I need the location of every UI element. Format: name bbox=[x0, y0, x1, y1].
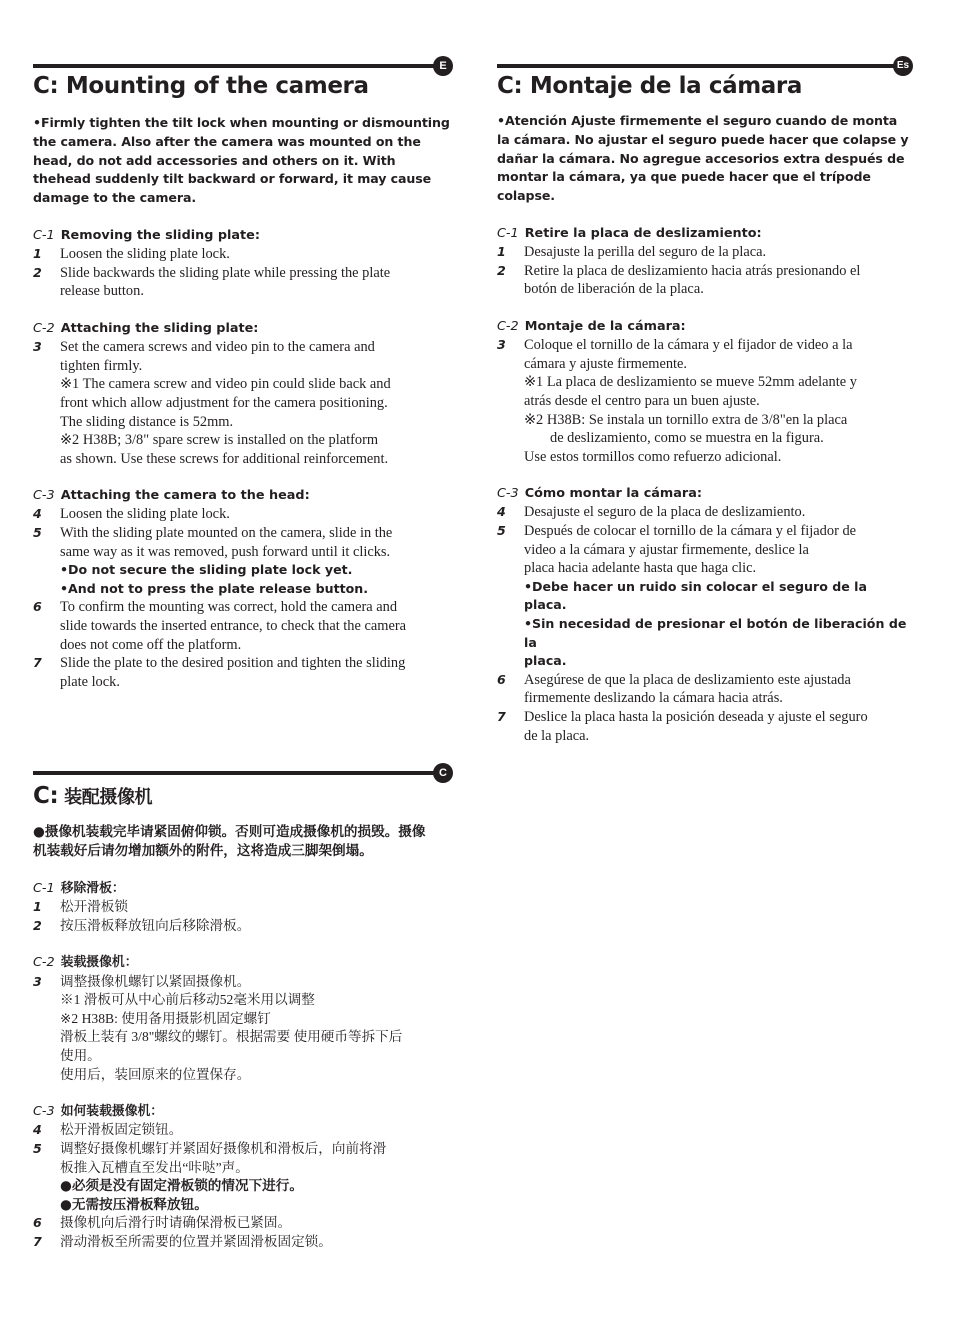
subsection-number: C-3 bbox=[33, 1103, 55, 1119]
subsection-heading bbox=[33, 320, 453, 339]
section-title-text: 装配摄像机 bbox=[64, 787, 153, 808]
step-item bbox=[33, 338, 453, 468]
language-badge-chinese: C bbox=[433, 763, 453, 783]
subsection-heading bbox=[33, 880, 453, 899]
step-text bbox=[524, 503, 912, 522]
step-line: ※1 The camera screw and video pin could slide back and bbox=[60, 376, 391, 393]
step-number: 5 bbox=[33, 525, 42, 541]
step-line: Loosen the sliding plate lock. bbox=[60, 506, 230, 523]
step-number: 7 bbox=[497, 709, 506, 725]
step-number: 2 bbox=[33, 917, 42, 933]
step-line: does not come off the platform. bbox=[60, 636, 242, 653]
step-number: 7 bbox=[33, 1233, 42, 1249]
section-rule bbox=[33, 771, 443, 775]
step-text bbox=[60, 524, 453, 598]
step-text bbox=[524, 243, 912, 262]
subsection-c3 bbox=[33, 1103, 453, 1252]
subsection-label: Retire la placa de deslizamiento: bbox=[524, 225, 762, 241]
step-text bbox=[60, 598, 453, 654]
subsection-label: Montaje de la cámara: bbox=[524, 318, 686, 334]
step-number: 3 bbox=[497, 337, 506, 353]
step-text bbox=[524, 262, 912, 299]
step-number: 3 bbox=[33, 339, 42, 355]
language-badge-spanish: Es bbox=[893, 56, 913, 76]
section-title: C: Mounting of the camera bbox=[33, 73, 369, 99]
step-item bbox=[33, 973, 453, 1085]
subsection-c1 bbox=[33, 880, 453, 936]
step-line: 松开滑板锁 bbox=[60, 899, 128, 915]
subsection-number: C-3 bbox=[497, 485, 519, 501]
step-line: ※2 H38B: Se instala un tornillo extra de 3/8"en la placa bbox=[524, 411, 848, 428]
section-title: C: Montaje de la cámara bbox=[497, 73, 802, 99]
step-line: Use estos tormillos como refuerzo adicional. bbox=[524, 448, 782, 465]
step-line: ※2 H38B: 使用备用摄影机固定螺钉 bbox=[60, 1010, 271, 1026]
step-number: 7 bbox=[33, 655, 42, 671]
step-item bbox=[497, 708, 912, 745]
warning-notice: •Atención Ajuste firmemente el seguro cuando de monta la cámara. No ajustar el seguro puede hacer que colapse y dañar la cámara. No agregue accesorios extra después de montar la cámara, ya que puede hacer que el trípode colapse. bbox=[497, 113, 909, 204]
subsection-label: Cómo montar la cámara: bbox=[524, 485, 702, 501]
step-line: Coloque el tornillo de la cámara y el fijador de video a la bbox=[524, 337, 853, 354]
section-rule bbox=[497, 64, 903, 68]
step-text bbox=[60, 1121, 453, 1140]
step-text bbox=[524, 336, 912, 466]
step-line: placa hacia adelante hasta que haga clic. bbox=[524, 560, 757, 577]
subsection-c2 bbox=[33, 320, 453, 469]
subsection-heading bbox=[497, 318, 912, 337]
step-number: 3 bbox=[33, 973, 42, 989]
subsection-number: C-2 bbox=[33, 954, 55, 970]
step-number: 5 bbox=[497, 523, 506, 539]
step-number: 6 bbox=[33, 1215, 42, 1231]
subsection-heading bbox=[33, 487, 453, 506]
step-text bbox=[60, 338, 453, 468]
section-body bbox=[33, 114, 453, 691]
step-text bbox=[60, 1233, 453, 1252]
warning-notice bbox=[33, 823, 453, 861]
step-item bbox=[497, 503, 912, 522]
step-line: release button. bbox=[60, 283, 144, 300]
step-line: front which allow adjustment for the camera positioning. bbox=[60, 394, 388, 411]
subsection-heading bbox=[33, 1103, 453, 1122]
step-line: Desajuste el seguro de la placa de deslizamiento. bbox=[524, 504, 806, 521]
step-line: video a la cámara y ajustar firmemente, deslice la bbox=[524, 541, 809, 558]
step-number: 6 bbox=[33, 599, 42, 615]
step-caution: placa. bbox=[524, 653, 567, 669]
step-text bbox=[60, 973, 453, 1085]
notice-line: 机装载好后请勿增加额外的附件，这将造成三脚架倒塌。 bbox=[33, 843, 373, 859]
step-line: Slide backwards the sliding plate while pressing the plate bbox=[60, 264, 391, 281]
step-item bbox=[33, 1214, 453, 1233]
step-line: same way as it was removed, push forward until it clicks. bbox=[60, 543, 391, 560]
step-line: slide towards the inserted entrance, to check that the camera bbox=[60, 618, 407, 635]
warning-notice: •Firmly tighten the tilt lock when mounting or dismounting the camera. Also after the camera was mounted on the head, do not add accessories and others on it. With thehead suddenly tilt backward or forward, it may cause damage to the camera. bbox=[33, 115, 450, 206]
step-number: 2 bbox=[33, 264, 42, 280]
step-item bbox=[33, 898, 453, 917]
step-text bbox=[60, 505, 453, 524]
step-line: Después de colocar el tornillo de la cámara y el fijador de bbox=[524, 523, 857, 540]
step-item bbox=[33, 1233, 453, 1252]
step-number: 1 bbox=[497, 244, 506, 260]
step-text bbox=[60, 917, 453, 936]
step-caution: •Do not secure the sliding plate lock yet. bbox=[60, 562, 353, 578]
section-body bbox=[497, 112, 912, 745]
step-line: ※1 滑板可从中心前后移动52毫米用以调整 bbox=[60, 992, 315, 1008]
step-text bbox=[60, 264, 453, 301]
step-item bbox=[497, 243, 912, 262]
step-text bbox=[60, 898, 453, 917]
step-line: 使用。 bbox=[60, 1047, 101, 1063]
step-line: de deslizamiento, como se muestra en la figura. bbox=[550, 430, 824, 447]
step-line: To confirm the mounting was correct, hold the camera and bbox=[60, 599, 398, 616]
step-text bbox=[60, 1140, 453, 1214]
step-line: 松开滑板固定锁钮。 bbox=[60, 1122, 183, 1138]
step-number: 4 bbox=[33, 506, 42, 522]
step-item bbox=[33, 1140, 453, 1214]
step-line: 使用后，装回原来的位置保存。 bbox=[60, 1066, 251, 1082]
step-text bbox=[524, 671, 912, 708]
subsection-number: C-3 bbox=[33, 487, 55, 503]
subsection-label: 装载摄像机： bbox=[60, 954, 138, 970]
step-line: 板推入瓦槽直至发出“咔哒”声。 bbox=[60, 1159, 249, 1175]
step-line: 调整摄像机螺钉以紧固摄像机。 bbox=[60, 973, 251, 989]
step-item bbox=[497, 522, 912, 671]
subsection-c1 bbox=[497, 225, 912, 299]
step-line: ※1 La placa de deslizamiento se mueve 52mm adelante y bbox=[524, 374, 857, 391]
section-title bbox=[33, 783, 152, 809]
step-caution: •Sin necesidad de presionar el botón de liberación de la bbox=[524, 616, 907, 650]
step-caution: ●必须是没有固定滑板锁的情况下进行。 bbox=[60, 1178, 303, 1195]
step-line: botón de liberación de la placa. bbox=[524, 281, 704, 298]
step-line: plate lock. bbox=[60, 673, 120, 690]
step-line: Loosen the sliding plate lock. bbox=[60, 246, 230, 263]
step-caution: ●无需按压滑板释放钮。 bbox=[60, 1196, 208, 1213]
subsection-label: Attaching the camera to the head: bbox=[60, 487, 310, 503]
subsection-heading bbox=[497, 225, 912, 244]
step-line: 摄像机向后滑行时请确保滑板已紧固。 bbox=[60, 1215, 292, 1231]
subsection-c3 bbox=[33, 487, 453, 692]
step-number: 4 bbox=[497, 504, 506, 520]
subsection-label: Attaching the sliding plate: bbox=[60, 320, 259, 336]
notice-line: ●摄像机装载完毕请紧固俯仰锁。否则可造成摄像机的损毁。摄像 bbox=[33, 824, 426, 840]
step-item bbox=[33, 654, 453, 691]
step-text bbox=[524, 708, 912, 745]
step-item bbox=[33, 524, 453, 598]
step-text bbox=[60, 245, 453, 264]
step-line: firmemente deslizando la cámara hacia atrás. bbox=[524, 690, 783, 707]
subsection-number: C-1 bbox=[497, 225, 519, 241]
step-line: de la placa. bbox=[524, 727, 590, 744]
step-caution: •And not to press the plate release button. bbox=[60, 580, 369, 596]
subsection-c2 bbox=[33, 954, 453, 1084]
step-item bbox=[497, 336, 912, 466]
subsection-number: C-2 bbox=[497, 318, 519, 334]
subsection-heading bbox=[497, 485, 912, 504]
step-line: as shown. Use these screws for additional reinforcement. bbox=[60, 450, 389, 467]
step-item bbox=[33, 598, 453, 654]
step-line: The sliding distance is 52mm. bbox=[60, 413, 234, 430]
step-line: With the sliding plate mounted on the camera, slide in the bbox=[60, 525, 393, 542]
subsection-heading bbox=[33, 954, 453, 973]
language-badge-english: E bbox=[433, 56, 453, 76]
subsection-number: C-1 bbox=[33, 880, 55, 896]
step-line: cámara y ajuste firmemente. bbox=[524, 355, 688, 372]
step-item bbox=[33, 917, 453, 936]
subsection-heading bbox=[33, 227, 453, 246]
subsection-label: 移除滑板： bbox=[60, 880, 125, 896]
step-line: 滑板上装有 3/8"螺纹的螺钉。根据需要 使用硬币等拆下后 bbox=[60, 1029, 403, 1045]
step-line: Set the camera screws and video pin to the camera and bbox=[60, 339, 375, 356]
subsection-label: 如何装载摄像机： bbox=[60, 1103, 164, 1119]
step-item bbox=[33, 245, 453, 264]
step-line: Deslice la placa hasta la posición deseada y ajuste el seguro bbox=[524, 709, 868, 726]
subsection-c2 bbox=[497, 318, 912, 467]
subsection-number: C-1 bbox=[33, 227, 55, 243]
step-item bbox=[497, 262, 912, 299]
step-number: 1 bbox=[33, 246, 42, 262]
step-item bbox=[33, 1121, 453, 1140]
step-line: Retire la placa de deslizamiento hacia atrás presionando el bbox=[524, 262, 861, 279]
section-title-prefix: C: bbox=[33, 783, 59, 809]
step-line: 按压滑板释放钮向后移除滑板。 bbox=[60, 917, 251, 933]
section-rule bbox=[33, 64, 443, 68]
step-line: Desajuste la perilla del seguro de la placa. bbox=[524, 244, 767, 261]
step-item bbox=[33, 505, 453, 524]
step-line: 调整好摄像机螺钉并紧固好摄像机和滑板后，向前将滑 bbox=[60, 1140, 387, 1156]
step-line: Slide the plate to the desired position and tighten the sliding bbox=[60, 655, 406, 672]
step-text bbox=[524, 522, 912, 671]
subsection-c1 bbox=[33, 227, 453, 301]
step-line: 滑动滑板至所需要的位置并紧固滑板固定锁。 bbox=[60, 1233, 332, 1249]
step-item bbox=[497, 671, 912, 708]
step-number: 5 bbox=[33, 1140, 42, 1156]
step-line: atrás desde el centro para un buen ajuste. bbox=[524, 392, 760, 409]
subsection-label: Removing the sliding plate: bbox=[60, 227, 260, 243]
step-caution: •Debe hacer un ruido sin colocar el seguro de la placa. bbox=[524, 578, 867, 613]
step-number: 4 bbox=[33, 1122, 42, 1138]
subsection-number: C-2 bbox=[33, 320, 55, 336]
section-body bbox=[33, 823, 453, 1251]
subsection-c3 bbox=[497, 485, 912, 745]
step-text bbox=[60, 654, 453, 691]
step-line: ※2 H38B; 3/8" spare screw is installed on the platform bbox=[60, 432, 379, 449]
step-item bbox=[33, 264, 453, 301]
step-number: 2 bbox=[497, 262, 506, 278]
step-number: 6 bbox=[497, 671, 506, 687]
step-text bbox=[60, 1214, 453, 1233]
step-line: tighten firmly. bbox=[60, 357, 143, 374]
step-number: 1 bbox=[33, 899, 42, 915]
step-line: Asegúrese de que la placa de deslizamiento este ajustada bbox=[524, 671, 851, 688]
